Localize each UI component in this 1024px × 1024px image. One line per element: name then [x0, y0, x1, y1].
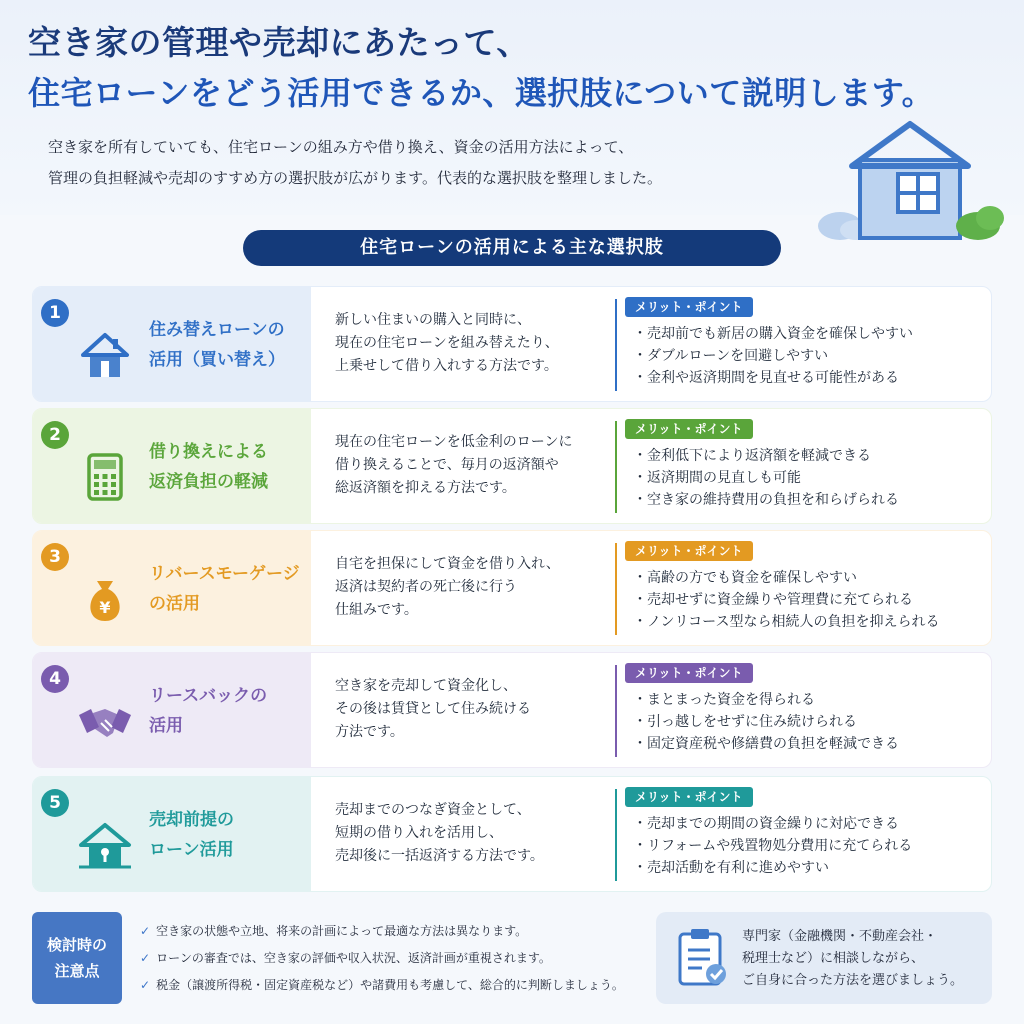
option-description-line-3: 方法です。 — [335, 724, 404, 740]
section-title: 住宅ローンの活用による主な選択肢 — [243, 230, 781, 266]
merit-item: ・ リフォームや残置物処分費用に充てられる — [633, 835, 989, 857]
option-description — [335, 309, 605, 378]
option-name-line-2: 活用 — [149, 716, 183, 736]
svg-text:¥: ¥ — [99, 598, 111, 617]
merit-item: ・ 売却前でも新居の購入資金を確保しやすい — [633, 323, 989, 345]
merit-label: メリット・ポイント — [625, 663, 753, 683]
merit-item: ・ 売却活動を有利に進めやすい — [633, 857, 989, 879]
option-card-1 — [32, 286, 992, 402]
check-icon: ✓ — [140, 951, 151, 965]
note-item — [140, 918, 650, 945]
option-card-5 — [32, 776, 992, 892]
consult-line-1: 専門家（金融機関・不動産会社・ — [742, 929, 938, 944]
option-number: 4 — [41, 665, 69, 693]
merit-item: ・ 売却までの期間の資金繰りに対応できる — [633, 813, 989, 835]
option-name-line-1: 売却前提の — [149, 810, 234, 830]
option-description-line-2: その後は賃貸として住み続ける — [335, 701, 531, 717]
option-description-line-3: 売却後に一括返済する方法です。 — [335, 848, 544, 864]
merit-item: ・ 金利や返済期間を見直せる可能性がある — [633, 367, 989, 389]
option-description-line-2: 返済は契約者の死亡後に行う — [335, 579, 517, 595]
merit-item: ・ 引っ越しをせずに住み続けられる — [633, 711, 989, 733]
notes-label — [32, 912, 122, 1004]
option-description-line-3: 仕組みです。 — [335, 602, 418, 618]
merit-label: メリット・ポイント — [625, 787, 753, 807]
option-card-4 — [32, 652, 992, 768]
merit-item: ・ ダブルローンを回避しやすい — [633, 345, 989, 367]
consult-text — [742, 926, 963, 992]
merit-label: メリット・ポイント — [625, 297, 753, 317]
option-number: 3 — [41, 543, 69, 571]
option-name-line-2: の活用 — [149, 594, 200, 614]
merit-item: ・ 高齢の方でも資金を確保しやすい — [633, 567, 989, 589]
note-item — [140, 945, 650, 972]
page-title — [28, 18, 934, 118]
merit-label: メリット・ポイント — [625, 419, 753, 439]
option-description-line-3: 上乗せして借り入れする方法です。 — [335, 358, 558, 374]
divider — [615, 421, 617, 513]
house-icon — [77, 327, 133, 383]
consult-line-3: ご自身に合った方法を選びましょう。 — [742, 973, 964, 988]
divider — [615, 543, 617, 635]
option-name-line-2: ローン活用 — [149, 840, 234, 860]
title-line-1: 空き家の管理や売却にあたって、 — [28, 23, 530, 62]
intro-line-1: 空き家を所有していても、住宅ローンの組み方や借り換え、資金の活用方法によって、 — [48, 138, 634, 156]
merit-item: ・ まとまった資金を得られる — [633, 689, 989, 711]
merit-list — [633, 567, 989, 633]
option-card-3 — [32, 530, 992, 646]
merit-list — [633, 689, 989, 755]
note-text: 空き家の状態や立地、将来の計画によって最適な方法は異なります。 — [156, 924, 528, 938]
option-number: 2 — [41, 421, 69, 449]
option-description — [335, 799, 605, 868]
merit-item: ・ 金利低下により返済額を軽減できる — [633, 445, 989, 467]
option-number: 1 — [41, 299, 69, 327]
option-description — [335, 431, 605, 500]
option-description-line-1: 自宅を担保にして資金を借り入れ、 — [335, 556, 560, 572]
option-description-line-2: 短期の借り入れを活用し、 — [335, 825, 503, 841]
note-text: 税金（譲渡所得税・固定資産税など）や諸費用も考慮して、総合的に判断しましょう。 — [156, 978, 624, 992]
option-name — [149, 315, 309, 375]
option-number: 5 — [41, 789, 69, 817]
merit-item: ・ 空き家の維持費用の負担を和らげられる — [633, 489, 989, 511]
house-key-icon — [77, 817, 133, 873]
option-description — [335, 675, 605, 744]
option-name-line-2: 活用（買い替え） — [149, 350, 285, 370]
divider — [615, 665, 617, 757]
notes-label-line-2: 注意点 — [54, 962, 100, 980]
merit-list — [633, 813, 989, 879]
house-illustration-icon — [812, 118, 1008, 244]
option-description — [335, 553, 605, 622]
title-line-2: 住宅ローンをどう活用できるか、選択肢について説明します。 — [28, 74, 935, 112]
option-name — [149, 437, 309, 497]
option-name-line-1: リバースモーゲージ — [149, 564, 300, 584]
divider — [615, 299, 617, 391]
option-name-line-1: 借り換えによる — [149, 442, 268, 462]
handshake-icon — [77, 693, 133, 749]
option-description-line-2: 借り換えることで、毎月の返済額や — [335, 457, 559, 473]
consult-line-2: 税理士など）に相談しながら、 — [742, 951, 925, 966]
option-name-line-1: 住み替えローンの — [149, 320, 285, 340]
check-icon: ✓ — [140, 924, 151, 938]
intro-line-2: 管理の負担軽減や売却のすすめ方の選択肢が広がります。代表的な選択肢を整理しました。 — [48, 169, 662, 187]
option-description-line-1: 新しい住まいの購入と同時に、 — [335, 312, 531, 328]
merit-item: ・ ノンリコース型なら相続人の負担を抑えられる — [633, 611, 989, 633]
merit-item: ・ 固定資産税や修繕費の負担を軽減できる — [633, 733, 989, 755]
option-description-line-3: 総返済額を抑える方法です。 — [335, 480, 516, 496]
option-name — [149, 559, 309, 619]
option-name — [149, 681, 309, 741]
option-description-line-1: 売却までのつなぎ資金として、 — [335, 802, 531, 818]
merit-item: ・ 売却せずに資金繰りや管理費に充てられる — [633, 589, 989, 611]
option-description-line-1: 現在の住宅ローンを低金利のローンに — [335, 434, 573, 450]
divider — [615, 789, 617, 881]
notes-list — [140, 918, 650, 999]
option-name-line-2: 返済負担の軽減 — [149, 472, 268, 492]
consult-box — [656, 912, 992, 1004]
intro-text — [48, 132, 808, 194]
option-name-line-1: リースバックの — [149, 686, 268, 706]
option-description-line-2: 現在の住宅ローンを組み替えたり、 — [335, 335, 559, 351]
merit-list — [633, 445, 989, 511]
check-icon: ✓ — [140, 978, 151, 992]
note-item — [140, 972, 650, 999]
calculator-icon — [77, 449, 133, 505]
money-bag-icon — [77, 571, 133, 627]
option-name — [149, 805, 309, 865]
merit-label: メリット・ポイント — [625, 541, 753, 561]
clipboard-check-icon — [676, 926, 728, 988]
note-text: ローンの審査では、空き家の評価や収入状況、返済計画が重視されます。 — [156, 951, 551, 965]
notes-label-line-1: 検討時の — [46, 936, 107, 954]
option-card-2 — [32, 408, 992, 524]
merit-item: ・ 返済期間の見直しも可能 — [633, 467, 989, 489]
merit-list — [633, 323, 989, 389]
option-description-line-1: 空き家を売却して資金化し、 — [335, 678, 517, 694]
